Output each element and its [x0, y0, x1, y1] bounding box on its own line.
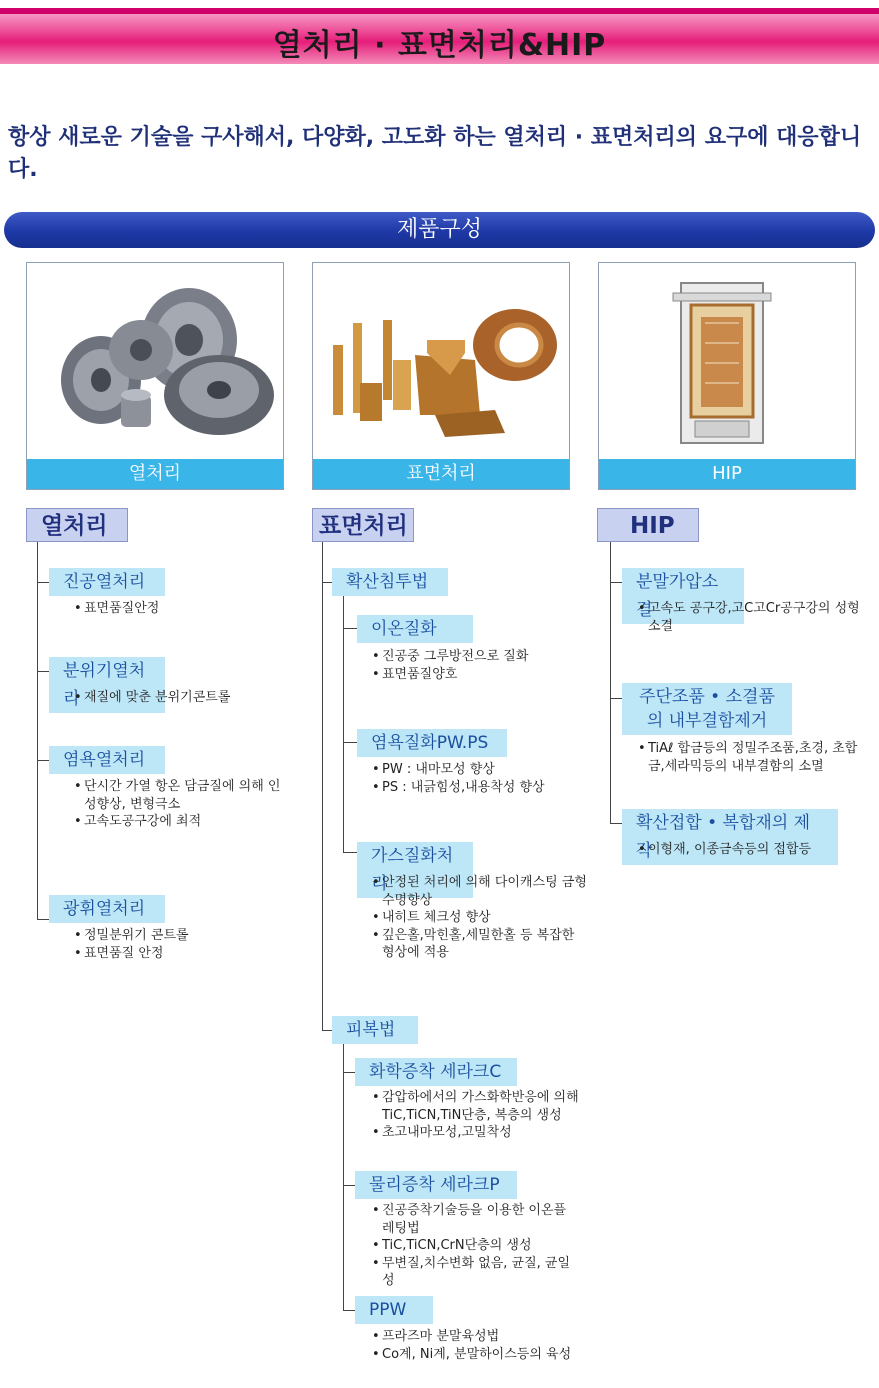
- list-item: • 프라즈마 분말육성법: [372, 1328, 582, 1346]
- coating-branch-2: [343, 1185, 355, 1186]
- diffusion-item-gas-nitriding: 가스질화처리: [357, 842, 473, 898]
- coating-branch-1: [343, 1072, 355, 1073]
- hip-tree-line: [610, 542, 611, 824]
- heat-branch-4: [37, 919, 49, 920]
- defect-removal-bullets: [638, 740, 874, 775]
- list-item: • 내히트 체크성 향상: [372, 909, 587, 927]
- page-title: 열처리 · 표면처리&HIP: [272, 28, 607, 63]
- surface-coating-header: 피복법: [332, 1016, 418, 1044]
- list-item: • 무변질,치수변화 없음, 균질, 균일성: [372, 1255, 577, 1290]
- heat-item-atmosphere: 분위기열처리: [49, 657, 165, 713]
- surface-category-header: 표면처리: [312, 508, 414, 542]
- list-item: • 감압하에서의 가스화학반응에 의해 TiC,TiCN,TiN단층, 복층의 생성: [372, 1089, 582, 1124]
- coating-branch-3: [343, 1310, 355, 1311]
- diffusion-branch-3: [343, 852, 357, 853]
- intro-text: 항상 새로운 기술을 구사해서, 다양화, 고도화 하는 열처리 · 표면처리의 요구에 대응합니다.: [8, 125, 862, 182]
- surface-branch-coating: [322, 1030, 332, 1031]
- list-item: • 재질에 맞춘 분위기콘트롤: [74, 689, 284, 707]
- ion-nitriding-bullets: [372, 648, 592, 683]
- heat-item-salt-bath: 염욕열처리: [49, 746, 165, 774]
- card-caption-surface: 표면처리: [313, 459, 569, 489]
- list-item: • 표면품질양호: [372, 666, 592, 684]
- list-item: • 진공중 그루방전으로 질화: [372, 648, 592, 666]
- card-caption-hip: HIP: [599, 459, 855, 489]
- list-item: • 단시간 가열 항온 담금질에 의해 인성향상, 변형극소: [74, 778, 292, 813]
- heat-branch-2: [37, 671, 49, 672]
- gas-nitriding-bullets: [372, 874, 587, 962]
- surface-tree-line: [322, 542, 323, 1030]
- pvd-bullets: [372, 1202, 577, 1290]
- heat-bright-bullets: [74, 927, 274, 962]
- hip-category-header: HIP: [597, 508, 699, 542]
- list-item: • 고속도공구강에 최적: [74, 813, 292, 831]
- list-item: • 정밀분위기 콘트롤: [74, 927, 274, 945]
- coating-item-ppw: PPW: [355, 1296, 433, 1324]
- heat-vacuum-bullets: [74, 600, 274, 618]
- list-item: • 고속도 공구강,고C고Cr공구강의 성형소결: [638, 600, 868, 635]
- diffusion-item-salt-nitriding: 염욕질화PW.PS: [357, 729, 507, 757]
- heat-treatment-parts-image: [29, 265, 281, 457]
- list-item: • 이형재, 이종금속등의 접합등: [638, 841, 868, 859]
- list-item: • 초고내마모성,고밀착성: [372, 1124, 582, 1142]
- diffusion-bonding-bullets: [638, 841, 868, 859]
- heat-item-vacuum: 진공열처리: [49, 568, 165, 596]
- card-hip: [598, 262, 856, 490]
- diffusion-branch-1: [343, 628, 357, 629]
- list-item: • TiAℓ 합금등의 정밀주조품,초경, 초합금,세라믹등의 내부결함의 소멸: [638, 740, 874, 775]
- heat-salt-bath-bullets: [74, 778, 292, 831]
- list-item: • 표면품질안정: [74, 600, 274, 618]
- surface-branch-diffusion: [322, 582, 332, 583]
- list-item: • PS : 내긁힘성,내용착성 향상: [372, 779, 602, 797]
- list-item: • 표면품질 안정: [74, 945, 274, 963]
- diffusion-tree-line: [343, 596, 344, 852]
- coating-item-cvd: 화학증착 세라크C: [355, 1058, 517, 1086]
- hip-item-powder-sintering: 분말가압소결: [622, 568, 744, 624]
- product-composition-bar: [4, 212, 875, 248]
- list-item: • PW : 내마모성 향상: [372, 761, 602, 779]
- hip-item-defect-removal: 주단조품 • 소결품의 내부결함제거: [622, 683, 792, 735]
- card-caption-heat: 열처리: [27, 459, 283, 489]
- list-item: • 안정된 처리에 의해 다이캐스팅 금형 수명향상: [372, 874, 587, 909]
- list-item: • 진공증착기술등을 이용한 이온플레팅법: [372, 1202, 577, 1237]
- diffusion-branch-2: [343, 742, 357, 743]
- surface-diffusion-header: 확산침투법: [332, 568, 448, 596]
- diffusion-item-ion-nitriding: 이온질화: [357, 615, 473, 643]
- card-surface-treatment: [312, 262, 570, 490]
- list-item: • Co계, Ni계, 분말하이스등의 육성: [372, 1346, 582, 1364]
- title-top-stripe: [0, 8, 879, 14]
- coating-tree-line: [343, 1044, 344, 1310]
- powder-sintering-bullets: [638, 600, 868, 635]
- hip-branch-3: [610, 823, 622, 824]
- heat-atmosphere-bullets: [74, 689, 284, 707]
- hip-item-diffusion-bonding: 확산접합 • 복합재의 제작: [622, 809, 838, 865]
- list-item: • TiC,TiCN,CrN단층의 생성: [372, 1237, 577, 1255]
- hip-furnace-diagram-image: [601, 265, 853, 457]
- title-bar: [0, 8, 879, 64]
- heat-branch-3: [37, 760, 49, 761]
- heat-category-header: 열처리: [26, 508, 128, 542]
- list-item: • 깊은홀,막힌홀,세밀한홀 등 복잡한 형상에 적용: [372, 927, 587, 962]
- surface-treatment-parts-image: [315, 265, 567, 457]
- salt-nitriding-bullets: [372, 761, 602, 796]
- product-composition-label: 제품구성: [396, 217, 482, 242]
- heat-branch-1: [37, 582, 49, 583]
- coating-item-pvd: 물리증착 세라크P: [355, 1171, 517, 1199]
- heat-item-bright: 광휘열처리: [49, 895, 165, 923]
- ppw-bullets: [372, 1328, 582, 1363]
- cvd-bullets: [372, 1089, 582, 1142]
- card-heat-treatment: [26, 262, 284, 490]
- heat-tree-line: [37, 542, 38, 920]
- hip-branch-1: [610, 582, 622, 583]
- hip-branch-2: [610, 698, 622, 699]
